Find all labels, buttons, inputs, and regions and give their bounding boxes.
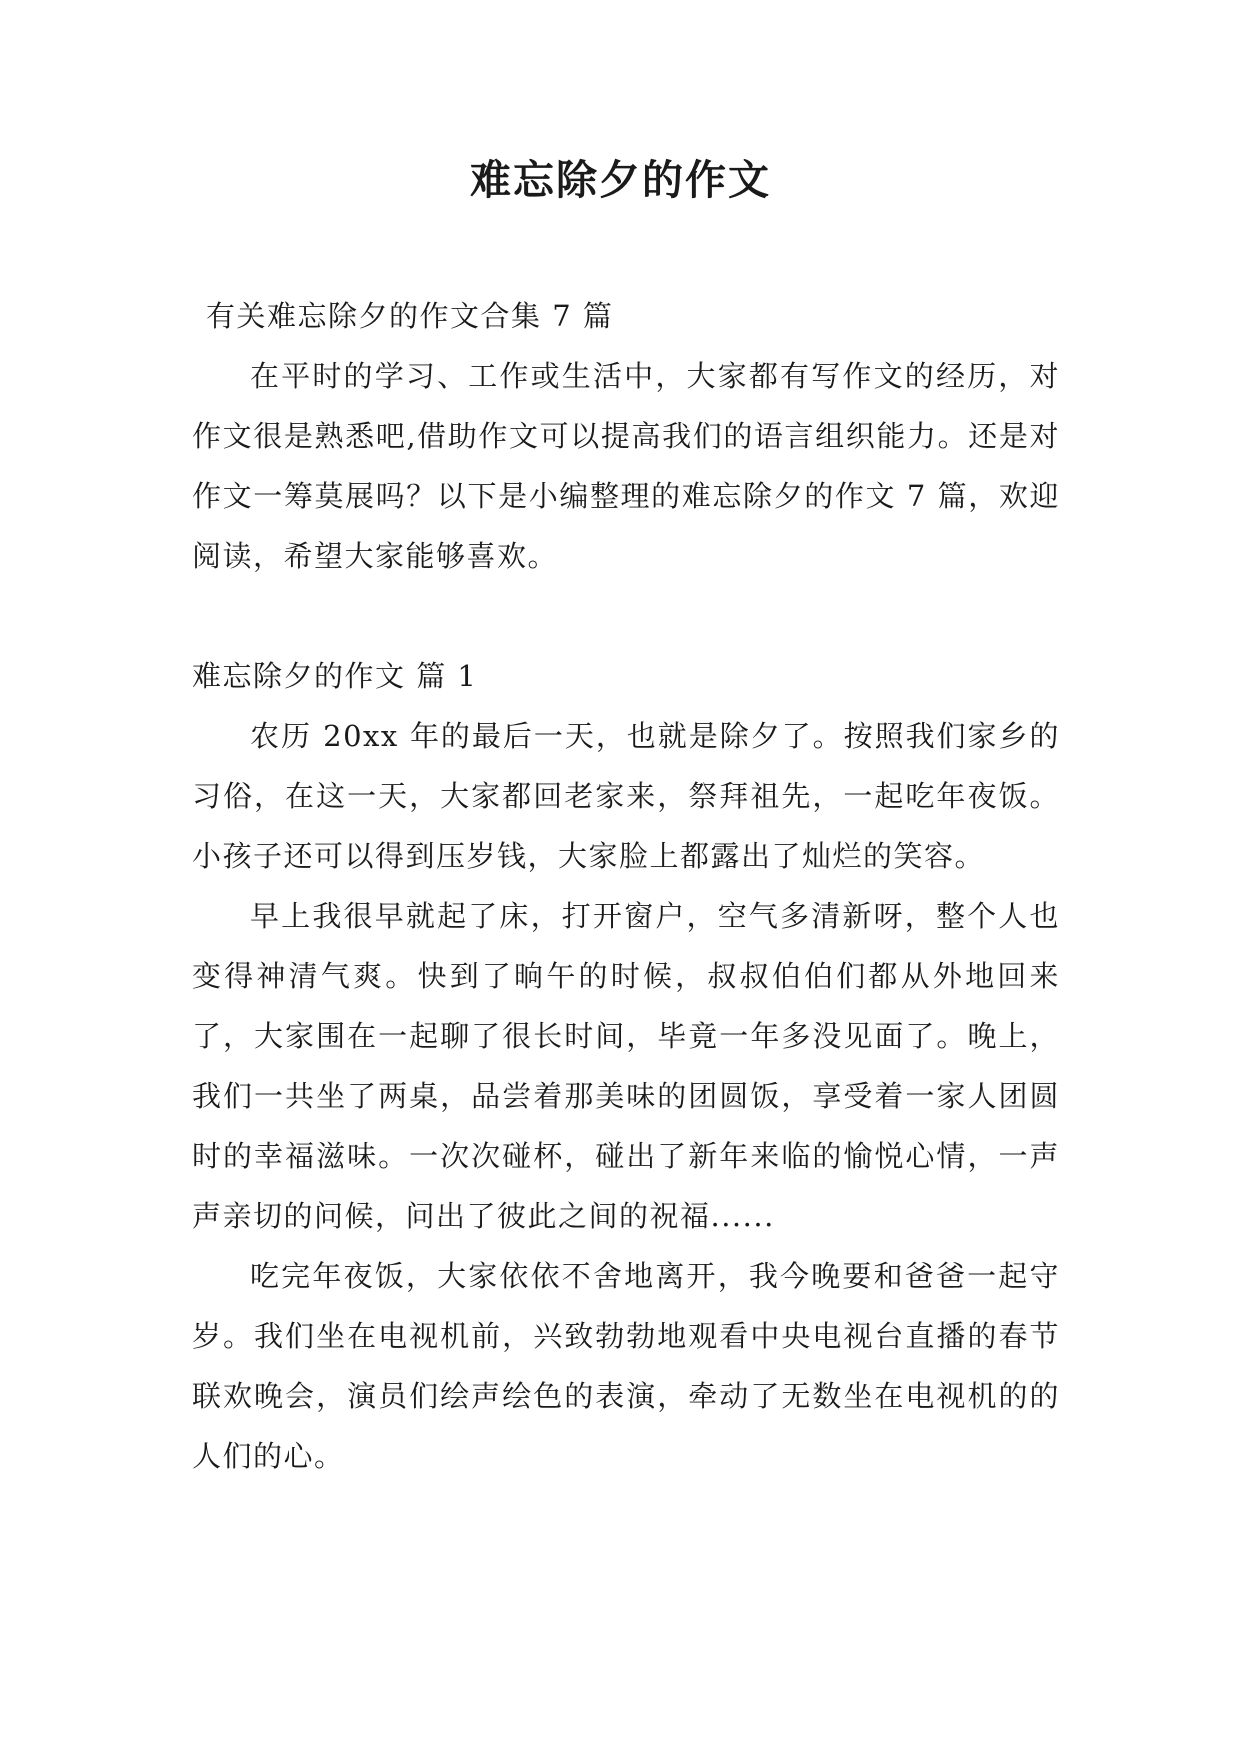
document-body bbox=[192, 286, 1060, 1486]
intro-paragraph: 在平时的学习、工作或生活中，大家都有写作文的经历，对作文很是熟悉吧,借助作文可以提高我们的语言组织能力。还是对作文一筹莫展吗？以下是小编整理的难忘除夕的作文 7 篇，欢迎阅读，希望大家能够喜欢。 bbox=[192, 359, 1060, 573]
document-subtitle: 有关难忘除夕的作文合集 7 篇 bbox=[206, 299, 614, 333]
section-heading: 难忘除夕的作文 篇 1 bbox=[192, 659, 478, 693]
document-title: 难忘除夕的作文 bbox=[470, 156, 771, 204]
body-paragraph-1: 农历 20xx 年的最后一天，也就是除夕了。按照我们家乡的习俗，在这一天，大家都回老家来，祭拜祖先，一起吃年夜饭。小孩子还可以得到压岁钱，大家脸上都露出了灿烂的笑容。 bbox=[192, 719, 1060, 873]
body-paragraph-2: 早上我很早就起了床，打开窗户，空气多清新呀，整个人也变得神清气爽。快到了晌午的时候，叔叔伯伯们都从外地回来了，大家围在一起聊了很长时间，毕竟一年多没见面了。晚上，我们一共坐了两桌，品尝着那美味的团圆饭，享受着一家人团圆时的幸福滋味。一次次碰杯，碰出了新年来临的愉悦心情，一声声亲切的问候，问出了彼此之间的祝福...... bbox=[192, 899, 1060, 1233]
body-paragraph-3: 吃完年夜饭，大家依依不舍地离开，我今晚要和爸爸一起守岁。我们坐在电视机前，兴致勃勃地观看中央电视台直播的春节联欢晚会，演员们绘声绘色的表演，牵动了无数坐在电视机的的人们的心。 bbox=[192, 1259, 1060, 1473]
